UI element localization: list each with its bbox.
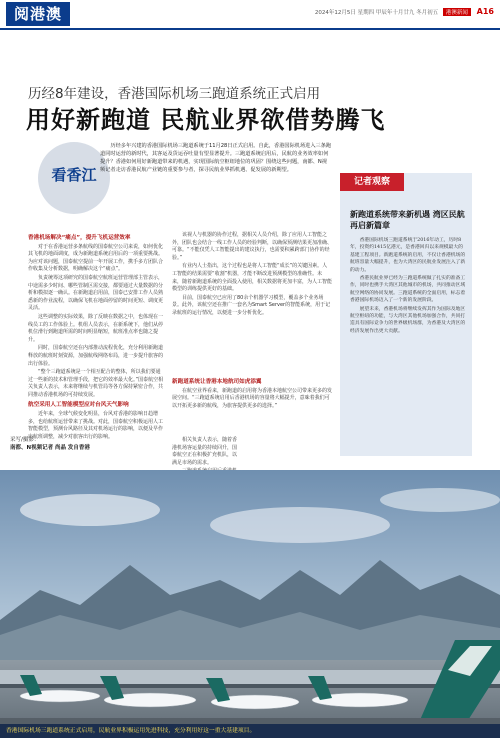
paragraph: “整个三跑道系统是一个相互配合的整体，所以我们要通过一些新的技术和管理手段，把它的效率最大化。”国泰航空相关负责人表示，未来将继续与机管局等各方保持紧密合作，共同推动香港机场的可持续发展。 — [28, 369, 164, 398]
byline-names: 南都、N视频记者 尚晶 发自香港 — [10, 445, 90, 451]
section-logo: 阅港澳 — [6, 2, 70, 26]
sidebar-tag: 记者观察 — [340, 173, 404, 191]
subheading: 航空采用人工智能模型应对台风天气影响 — [28, 402, 129, 409]
byline-label: 采写/摄影： — [10, 437, 40, 443]
paragraph: 该视人与机器的协作过程，据相关人员介绍，除了应用人工智能之外，团队也会结合一线工作人员的经验判断，以确保预测结果更加准确、可靠。“不能仅凭人工智能提出的建议执行，也需要积累跨部门协作的经验。” — [172, 232, 333, 261]
paragraph: 相关负责人表示，随着香港机场客运量的持续回升，国泰航空正在积极扩充机队，以满足市场的需求。 — [172, 437, 238, 466]
body-column-1 — [28, 232, 165, 442]
sidebar-paragraph: 香港国际机场三跑道系统于2016年动工，历时8年，投资约1415亿港元，是香港回归以来规模最大的基建工程项目。新跑道系统的启用，不仅让香港机场的航班容量大幅提升，也为大湾区的民航业发展注入了新的动力。 — [350, 238, 466, 273]
observation-sidebar — [340, 173, 472, 456]
sidebar-title: 新跑道系统带来新机遇 湾区民航再启新篇章 — [350, 210, 465, 230]
sidebar-body — [350, 237, 466, 336]
issue-date: 2024年12月5日 星期四 甲辰年十月廿九 冬月初五 — [314, 10, 439, 16]
article-lead: 历经多年兴建的香港国际机场三跑道系统于11月28日正式启用。自此，香港国际机场进入三条跑道同时运营的新时代，其客运及货运吞吐量有望显著提升。三跑道系统启用后，民航的业务效率如何提升？香港如何用好新跑道带来的机遇，实现国际航空枢纽地位的巩固？围绕这些问题，南都、N视频记者走访香港民航产业链的重要参与者，探寻民航业界抓机遇、促发展的新期望。 — [100, 143, 332, 173]
paragraph: 近年来，全球气候变化明显，台风对香港的影响日趋增多，也给航班运营带来了挑战。对此，国泰航空积极运用人工智能模型，预测台风路径及其对机场运行的影响，以便及早作出航班调整，减少对旅客出行的影响。 — [28, 411, 164, 440]
section-tag: 港澳新闻 — [443, 8, 471, 16]
subheading: 新跑道系统让香港本地航司如虎添翼 — [172, 379, 262, 385]
page-number: A16 — [476, 7, 494, 16]
paragraph: 对于在香港运营多条航线的国泰航空公司来说，如何优化其飞机的地面调度，成为新跑道系统启用后的一项重要挑战。为应对该问题，国泰航空提前一年开展工作，携手多方团队合作收集及分析数据，明确解决这个“痛点”。 — [28, 243, 164, 273]
body-column-2-lower — [172, 376, 332, 411]
article-headline: 用好新跑道 民航业界欲借势腾飞 — [26, 106, 386, 134]
airport-photo — [0, 470, 500, 738]
subheading: 香港机场解决“痛点”，提升飞机运营效率 — [28, 235, 131, 241]
airport-illustration — [0, 470, 500, 738]
paragraph: 这些调整的实际效果，除了反映在数据之中，也体现在一线员工的工作体验上。机组人员表示，在新系统下，他们从停机位滑行到跑道所需的时间明显缩短，航班准点率也随之提升。 — [28, 313, 164, 343]
byline — [10, 436, 130, 452]
masthead — [0, 0, 500, 30]
body-column-2 — [172, 232, 332, 319]
badge-label: 看香江 — [51, 166, 97, 184]
paragraph: 负责统筹这项研究的国泰航空航班运营管理部主管表示，中途需多少时间、哪些管制区需交接，都要通过大量数据的分析和模拟逐一确认。在新跑道启用前，国泰已安排工作人员熟悉新的作业流程，以确保飞机在地面停留的时间更短、调度更灵活。 — [28, 274, 164, 312]
article-kicker: 历经8年建设，香港国际机场三跑道系统正式启用 — [28, 86, 321, 102]
paragraph: 有业内人士指出，这个过程也是将人工智能“成长”的关键因素。人工智能的结果需要“收割”机器，才能不断改进预测模型的准确性。未来，随着新跑道系统的全面投入使用，相关数据将更加丰富，为人工智能模型的训练提供更好的基础。 — [172, 263, 333, 293]
sidebar-paragraph: 香港民航业界已经为三跑道系统做了扎实的准备工作，同时也携手大湾区其他城市的机场，共同推动区域航空网络的协同发展。三跑道系统的全面启用，标志着香港国际机场迈入了一个新的发展阶段。 — [350, 276, 466, 304]
photo-caption: 香港国际机场三跑道系统正式启用，民航业界积极运用先进科技，充分利用好这一重大基建项目。 — [0, 724, 500, 738]
sidebar-paragraph: 展望未来，香港机场将继续发挥其作为国际及地区航空枢纽的功能，与大湾区其他机场加强合作，共同打造具有国际竞争力的世界级机场群，为香港及大湾区的经济发展作出更大贡献。 — [350, 306, 466, 334]
paragraph: 同时，国泰航空还在内部推动流程优化，充分利用新跑道释放的航班时刻资源，加强航线网络布局，进一步提升旅客的出行体验。 — [28, 345, 164, 367]
dateline — [315, 7, 494, 16]
paragraph: 目前，国泰航空已应用了80余个机器学习模型，覆盖多个业务场景。此外，该航空还在推广一套名为Smart Server的智能系统，用于记录航班的运行情况，以便进一步分析优化。 — [172, 294, 331, 316]
paragraph: 在航空业界看来，新跑道的启用将为香港本地航空公司带来更多的发展空间。“三跑道系统启用后香港机场的容量将大幅提升，意味着我们可以开拓更多新的航线，为旅客提供更多的选择。” — [172, 387, 333, 409]
